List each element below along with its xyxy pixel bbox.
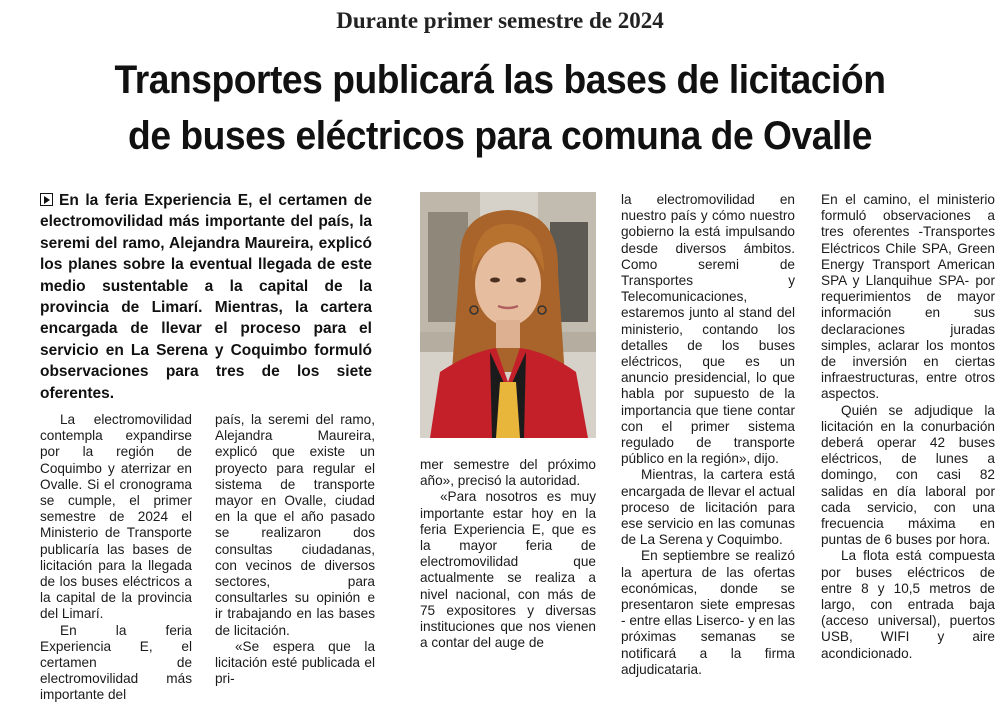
column-1 [40, 412, 192, 704]
column-4 [621, 192, 795, 678]
headline-line-2: de buses eléctricos para comuna de Ovalle [128, 114, 872, 158]
paragraph: mer semestre del próximo año», precisó la autoridad. [420, 457, 596, 489]
play-triangle-icon [40, 193, 53, 206]
paragraph: En la feria Experiencia E, el certamen de electromovilidad más importante del [40, 622, 192, 703]
headline [35, 52, 965, 164]
portrait-photo [420, 192, 596, 438]
column-3 [420, 457, 596, 651]
column-5 [821, 192, 995, 662]
lead-text: En la feria Experiencia E, el certamen de electromovilidad más importante del país, la seremi del ramo, Alejandra Maureira, explicó los planes sobre la eventual llegada de este medio sustentable a la capital de la provincia de Limarí. Mientras, la cartera encargada de llevar el proceso para el servicio en La Serena y Coquimbo formuló observaciones para tres de los siete oferentes. [40, 192, 372, 402]
column-2 [215, 412, 375, 687]
paragraph: La electromovilidad contempla expandirse por la región de Coquimbo y aterrizar en Ovalle. Si el cronograma se cumple, el primer semestre de 2024 el Ministerio de Transporte publicaría las bases de licitación para la llegada de los buses eléctricos a la capital de la provincia del Limarí. [40, 412, 192, 622]
paragraph: «Para nosotros es muy importante estar hoy en la feria Experiencia E, que es la mayor feria de electromovilidad que actualmente se realiza a nivel nacional, con más de 75 expositores y diversas instituciones que nos vienen a contar del auge de [420, 489, 596, 651]
kicker: Durante primer semestre de 2024 [336, 8, 664, 33]
paragraph: En septiembre se realizó la apertura de las ofertas económicas, donde se presentaron siete empresas - entre ellas Liserco- y en las próximas semanas se notificará a la firma adjudicataria. [621, 548, 795, 677]
paragraph: la electromovilidad en nuestro país y cómo nuestro gobierno la está impulsando desde diversos ámbitos. Como seremi de Transportes y Telecomunicaciones, estaremos junto al stand del ministerio, contando los detalles de los buses eléctricos, que es un anuncio presidencial, lo que habla por supuesto de la importancia que tiene contar con el primer sistema regulado de transporte público en la región», dijo. [621, 192, 795, 467]
paragraph: país, la seremi del ramo, Alejandra Maureira, explicó que existe un proyecto para regular el sistema de transporte mayor en Ovalle, ciudad en la que el año pasado se realizaron dos consultas ciudadanas, con vecinos de diversos sectores, para consultarles su opinión e ir trabajando en las bases de licitación. [215, 412, 375, 638]
paragraph: En el camino, el ministerio formuló observaciones a tres oferentes -Transportes Eléctricos Chile SPA, Green Energy Transport American SPA y Llanquihue SPA- por requerimientos de mayor información en sus declaraciones juradas simples, aclarar los montos de inversión en ciertas infraestructuras, entre otros aspectos. [821, 192, 995, 402]
portrait-illustration [420, 192, 596, 438]
lead-paragraph [40, 190, 372, 404]
headline-line-1: Transportes publicará las bases de licitación [114, 58, 886, 102]
paragraph: La flota está compuesta por buses eléctricos de entre 8 y 10,5 metros de largo, con entrada baja (acceso universal), puertos USB, WIFI y aire acondicionado. [821, 548, 995, 661]
paragraph: Mientras, la cartera está encargada de llevar el actual proceso de licitación para ese servicio en las comunas de La Serena y Coquimbo. [621, 467, 795, 548]
paragraph: Quién se adjudique la licitación en la conurbación deberá operar 42 buses eléctricos, de lunes a domingo, con casi 82 salidas en día laboral por cada servicio, con una frecuencia máxima en puntas de 6 buses por hora. [821, 402, 995, 548]
paragraph: «Se espera que la licitación esté publicada el pri- [215, 638, 375, 687]
